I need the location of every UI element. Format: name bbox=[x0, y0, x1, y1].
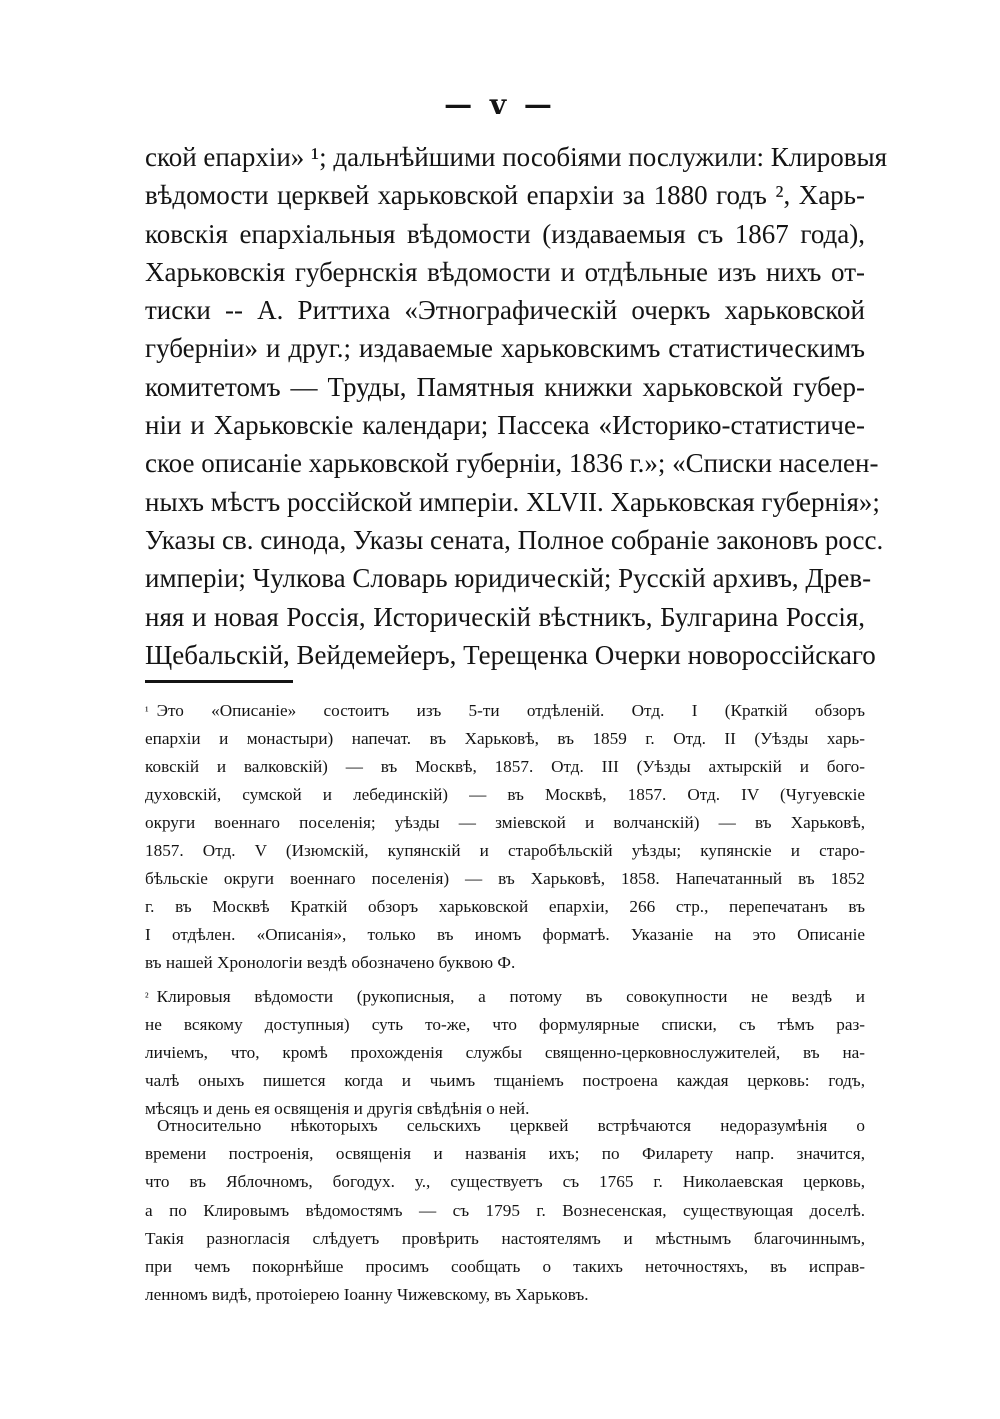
main-text-line: комитетомъ — Труды, Памятныя книжки харьковской губер- bbox=[145, 371, 865, 402]
main-text-line: Указы св. синода, Указы сената, Полное собраніе законовъ росс. bbox=[145, 524, 884, 555]
footnote-line: округи военнаго поселенія; уѣзды — зміевской и волчанскій) — въ Харьковѣ, bbox=[145, 813, 865, 832]
main-text-line: ковскія епархіальныя вѣдомости (издаваемыя съ 1867 года), bbox=[145, 218, 865, 249]
footnote-1 bbox=[145, 697, 865, 977]
footnote-line bbox=[145, 697, 865, 725]
footnote-separator-rule bbox=[145, 680, 293, 683]
footnote-line: 1857. Отд. V (Изюмскій, купянскій и старобѣльскій уѣзды; купянскіе и старо- bbox=[145, 841, 865, 860]
addendum-line: что въ Яблочномъ, богодух. у., существуетъ съ 1765 г. Николаевская церковь, bbox=[145, 1172, 865, 1192]
footnote-line: I отдѣлен. «Описанія», только въ иномъ форматѣ. Указаніе на это Описаніе bbox=[145, 925, 865, 944]
main-text-line: имперіи; Чулкова Словарь юридическій; Русскій архивъ, Древ- bbox=[145, 563, 872, 594]
addendum-line: времени построенія, освященія и названія ихъ; по Филарету напр. значится, bbox=[145, 1144, 865, 1164]
main-text-block bbox=[145, 138, 888, 674]
footnote-line: ковскій и валковскій) — въ Москвѣ, 1857. Отд. III (Уѣзды ахтырскій и бого- bbox=[145, 757, 865, 776]
footnote-line: чалѣ оныхъ пишется когда и чьимъ тщаніемъ построена каждая церковь: годъ, bbox=[145, 1071, 865, 1090]
footnote-line: г. въ Москвѣ Краткій обзоръ харьковской епархіи, 266 стр., перепечатанъ въ bbox=[145, 897, 865, 916]
footnote-marker: ¹ bbox=[145, 704, 149, 718]
main-text-line: Харьковскія губернскія вѣдомости и отдѣльные изъ нихъ от- bbox=[145, 256, 865, 287]
footnote-line-text: Это «Описаніе» состоитъ изъ 5-ти отдѣленій. Отд. I (Краткій обзоръ bbox=[156, 701, 865, 720]
main-text-line: ской епархіи» ¹; дальнѣйшими пособіями послужили: Клировыя bbox=[145, 142, 888, 172]
main-text-line: вѣдомости церквей харьковской епархіи за 1880 годъ ², Харь- bbox=[145, 180, 865, 211]
footnote-line: не всякому доступныя) суть то-же, что формулярные списки, съ тѣмъ раз- bbox=[145, 1015, 865, 1034]
addendum-note bbox=[145, 1112, 865, 1309]
footnote-line: бѣльскіе округи военнаго поселенія) — въ Харьковѣ, 1858. Напечатанный въ 1852 bbox=[145, 869, 865, 888]
addendum-line: а по Клировымъ вѣдомостямъ — съ 1795 г. Вознесенская, существующая доселѣ. bbox=[145, 1200, 865, 1220]
footnotes-block bbox=[145, 697, 865, 1123]
footnote-marker: ² bbox=[145, 990, 149, 1004]
main-text-line: губерніи» и друг.; издаваемые харьковскимъ статистическимъ bbox=[145, 333, 865, 364]
footnote-line: личіемъ, что, кромѣ прохожденія службы священно-церковнослужителей, въ на- bbox=[145, 1043, 865, 1062]
main-text-line: тиски -- А. Риттиха «Этнографическій очеркъ харьковской bbox=[145, 295, 865, 326]
main-text-line: ское описаніе харьковской губерніи, 1836 г.»; «Списки населен- bbox=[145, 448, 879, 479]
page-number-header: — v — bbox=[444, 88, 556, 121]
footnote-line: епархіи и монастыри) напечат. въ Харьковѣ, въ 1859 г. Отд. II (Уѣзды харь- bbox=[145, 729, 865, 748]
main-text-line: няя и новая Россія, Историческій вѣстникъ, Булгарина Россія, bbox=[145, 601, 865, 632]
footnote-line-text: Клировыя вѣдомости (рукописныя, а потому въ совокупности не вездѣ и bbox=[156, 987, 865, 1006]
footnote-line: духовскій, сумской и лебединскій) — въ Москвѣ, 1857. Отд. IV (Чугуевскіе bbox=[145, 785, 865, 804]
main-text-line: ныхъ мѣстъ россійской имперіи. XLVII. Харьковская губернія»; bbox=[145, 486, 880, 517]
footnote-line: въ нашей Хронологіи вездѣ обозначено буквою Ф. bbox=[145, 953, 516, 972]
footnote-2 bbox=[145, 983, 865, 1123]
addendum-line: при чемъ покорнѣйше просимъ сообщать о такихъ неточностяхъ, въ исправ- bbox=[145, 1257, 865, 1277]
addendum-line: ленномъ видѣ, протоіерею Іоанну Чижевскому, въ Харьковъ. bbox=[145, 1285, 589, 1305]
addendum-line: Относительно нѣкоторыхъ сельскихъ церквей встрѣчаются недоразумѣнія о bbox=[157, 1116, 865, 1135]
addendum-line: Такія разногласія слѣдуетъ провѣрить настоятелямъ и мѣстнымъ благочиннымъ, bbox=[145, 1228, 865, 1248]
footnote-line bbox=[145, 983, 865, 1011]
main-text-line: Щебальскій, Вейдемейеръ, Терещенка Очерки новороссійскаго bbox=[145, 639, 876, 670]
main-text-line: ніи и Харьковскіе календари; Пассека «Историко-статистиче- bbox=[145, 410, 865, 441]
footnote-line: мѣсяцъ и день ея освященія и другія свѣдѣнія о ней. bbox=[145, 1099, 530, 1118]
